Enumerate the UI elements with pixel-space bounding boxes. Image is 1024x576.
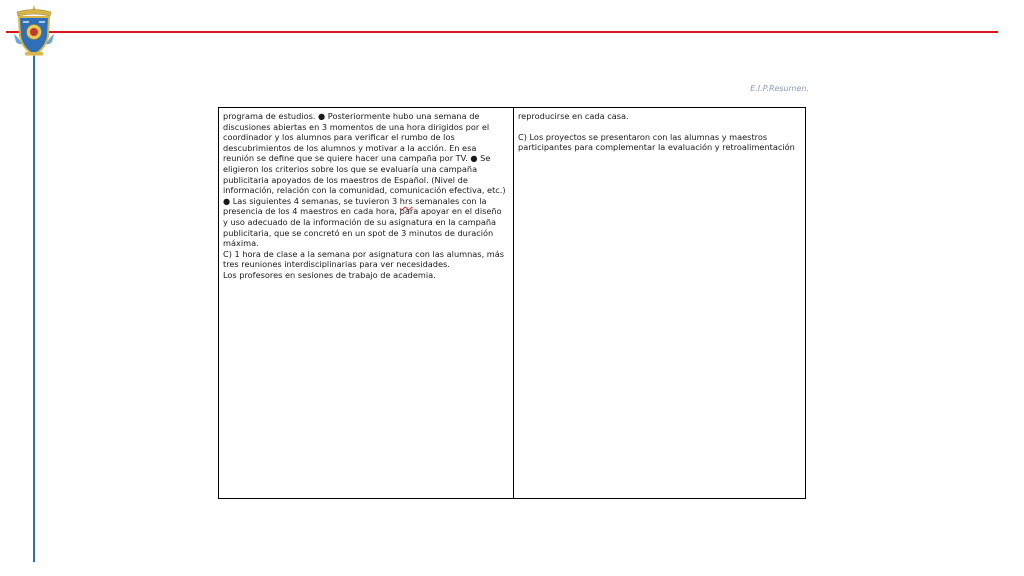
left-paragraph-1-text-b: semanales con la presencia de los 4 maestros en cada hora, para apoyar en el diseño y uso adecuado de la información de su asignatura en la campaña publicitaria, que se concretó en un spot de 3 minutos de duración máxima. xyxy=(223,195,502,249)
table-cell-left xyxy=(219,108,514,498)
document-label: E.I.P.Resumen. xyxy=(750,84,809,93)
left-paragraph-2: C) 1 hora de clase a la semana por asignatura con las alumnas, más tres reuniones interdisciplinarias para ver necesidades. xyxy=(223,248,505,270)
right-paragraph-1: reproducirse en cada casa. xyxy=(518,111,629,121)
left-paragraph-1-text-a: programa de estudios. ● Posteriormente hubo una semana de discusiones abiertas en 3 momentos de una hora dirigidos por el coordinador y los alumnos para verificar el rumbo de los descubrimientos de los alumnos y motivar a la acción. En esa reunión se define que se quiere hacer una campaña por TV. ● Se eligieron los criterios sobre los que se evaluaría una campaña publicitaria apoyados de los maestros de Español. (Nivel de información, relación con la comunidad, comunicación efectiva, etc.) ● Las siguientes 4 semanas, se tuvieron 3 xyxy=(223,111,506,206)
spellcheck-word-hrs: hrs xyxy=(399,195,413,206)
school-crest-icon xyxy=(11,4,57,60)
content-table xyxy=(218,107,806,499)
table-cell-right xyxy=(514,108,805,498)
top-red-rule xyxy=(6,31,998,33)
side-blue-rule xyxy=(33,40,35,562)
right-paragraph-2: C) Los proyectos se presentaron con las alumnas y maestros participantes para complementar la evaluación y retroalimentación xyxy=(518,131,795,153)
paragraph-spacer xyxy=(518,122,801,132)
left-paragraph-3: Los profesores en sesiones de trabajo de academia. xyxy=(223,269,436,280)
left-paragraph-1 xyxy=(223,111,509,249)
